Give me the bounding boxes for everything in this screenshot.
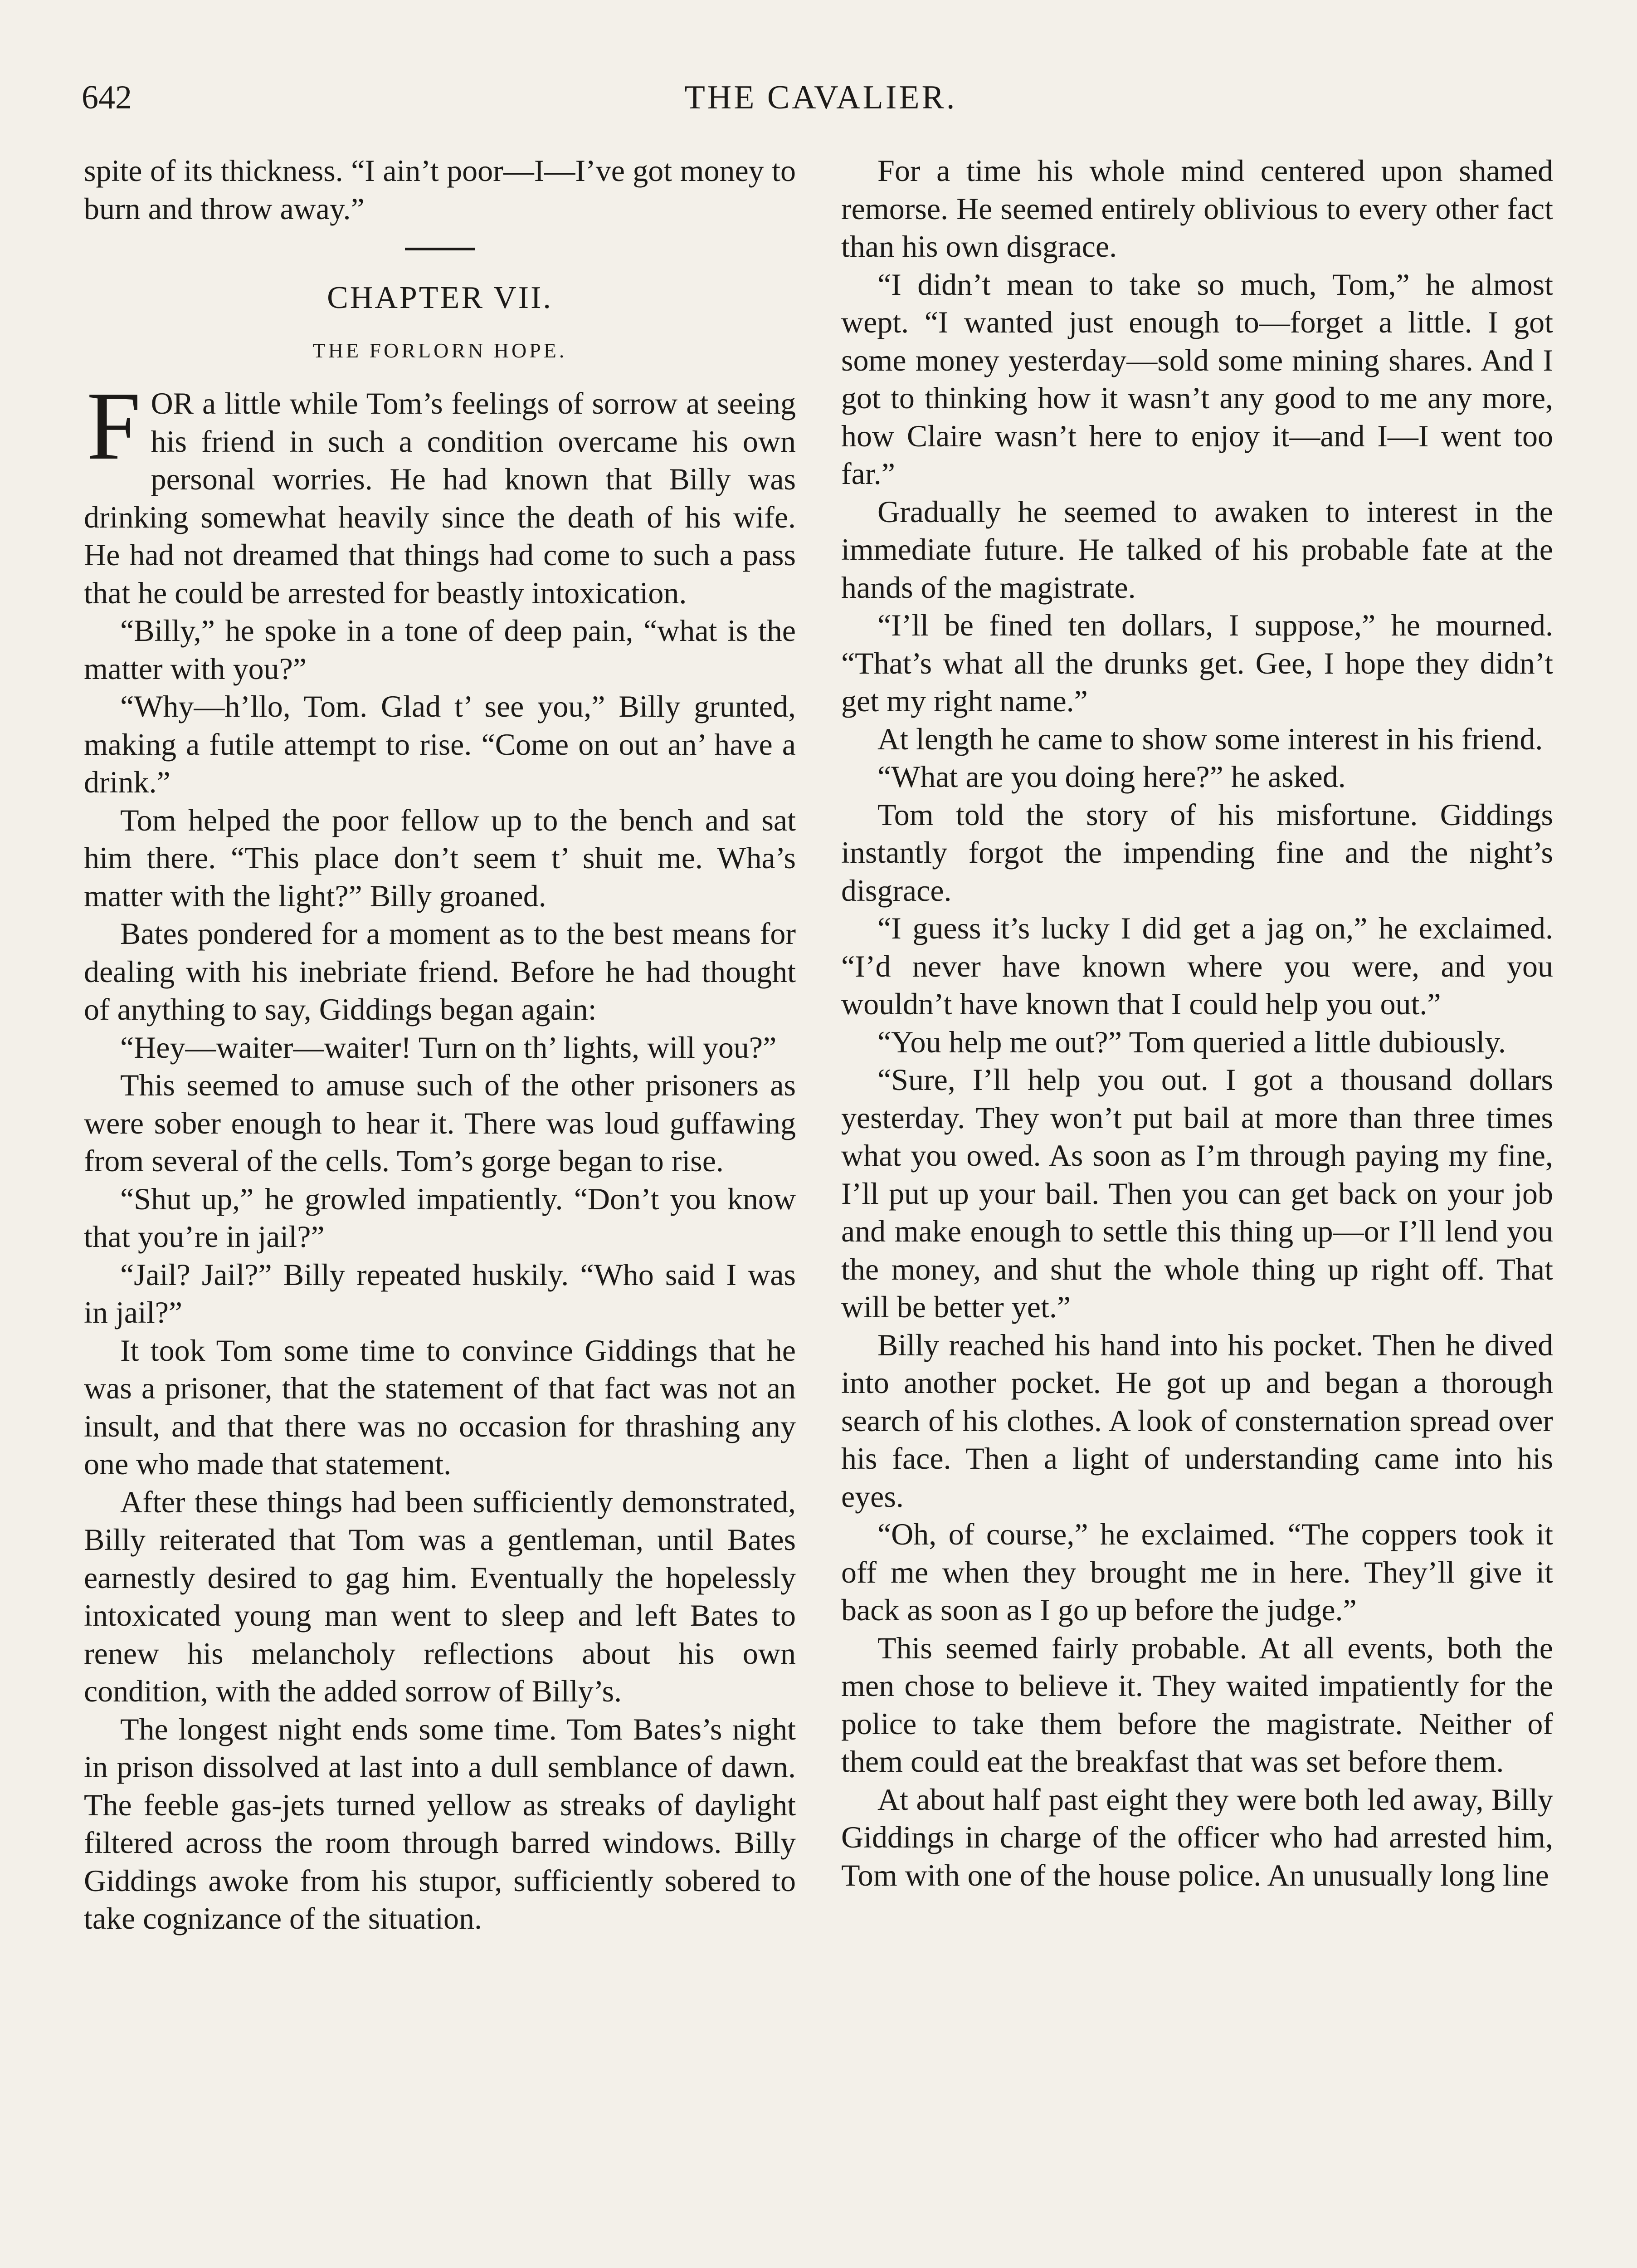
paragraph: “Hey—waiter—waiter! Turn on th’ lights, will you?”: [120, 1030, 777, 1065]
chapter-subtitle: THE FORLORN HOPE.: [312, 339, 567, 362]
paragraph: This seemed fairly probable. At all events, both the men chose to believe it. They waited impatiently for the police to take them before the magistrate. Neither of them could eat the breakfast that was set before them.: [841, 1630, 1553, 1779]
paragraph: “What are you doing here?” he asked.: [877, 759, 1346, 794]
paragraph: Tom helped the poor fellow up to the bench and sat him there. “This place don’t seem t’ shuit me. Wha’s matter with the light?” Billy groaned.: [84, 802, 796, 913]
page-number: 642: [82, 79, 132, 116]
right-column: [841, 152, 1553, 1894]
paragraph: “Billy,” he spoke in a tone of deep pain, “what is the matter with you?”: [84, 613, 796, 686]
paragraph: At about half past eight they were both led away, Billy Giddings in charge of the officer who had arrested him, Tom with one of the house police. An unusually long line: [841, 1782, 1553, 1892]
page-header: [82, 73, 1560, 127]
paragraph: It took Tom some time to convince Giddings that he was a prisoner, that the statement of that fact was not an insult, and that there was no occasion for thrashing any one who made that statement.: [84, 1333, 796, 1481]
paragraph: “Why—h’llo, Tom. Glad t’ see you,” Billy grunted, making a futile attempt to rise. “Come on out an’ have a drink.”: [84, 689, 796, 799]
paragraph: “I’ll be fined ten dollars, I suppose,” he mourned. “That’s what all the drunks get. Gee, I hope they didn’t get my right name.”: [841, 608, 1553, 718]
paragraph: “Sure, I’ll help you out. I got a thousand dollars yesterday. They won’t put bail at more than three times what you owed. As soon as I’m through paying my fine, I’ll put up your bail. Then you can get back on your job and make enough to settle this thing up—or I’ll lend you the money, and shut the whole thing up right off. That will be better yet.”: [841, 1062, 1553, 1324]
running-head: THE CAVALIER.: [684, 79, 957, 116]
paragraph: Bates pondered for a moment as to the best means for dealing with his inebriate friend. Before he had thought of anything to say, Giddings began again:: [84, 916, 796, 1026]
opening-paragraph-text: OR a little while Tom’s feelings of sorrow at seeing his friend in such a condition overcame his own personal worries. He had known that Billy was drinking somewhat heavily since the death of his wife. He had not dreamed that things had come to such a pass that he could be arrested for beastly intoxication.: [84, 386, 796, 610]
paragraph: spite of its thickness. “I ain’t poor—I—I’ve got money to burn and throw away.”: [84, 153, 796, 226]
paragraph: “Jail? Jail?” Billy repeated huskily. “Who said I was in jail?”: [84, 1257, 796, 1330]
paragraph: “Shut up,” he growled impatiently. “Don’t you know that you’re in jail?”: [84, 1181, 796, 1254]
paragraph: The longest night ends some time. Tom Bates’s night in prison dissolved at last into a dull semblance of dawn. The feeble gas-jets turned yellow as streaks of daylight filtered across the room through barred windows. Billy Giddings awoke from his stupor, sufficiently sobered to take cognizance of the situation.: [84, 1711, 796, 1936]
paragraph: “I guess it’s lucky I did get a jag on,” he exclaimed. “I’d never have known where you were, and you wouldn’t have known that I could help you out.”: [841, 911, 1553, 1021]
paragraph: Tom told the story of his misfortune. Giddings instantly forgot the impending fine and the night’s disgrace.: [841, 797, 1553, 908]
paragraph: “I didn’t mean to take so much, Tom,” he almost wept. “I wanted just enough to—forget a little. I got some money yesterday—sold some mining shares. And I got to thinking how it wasn’t any good to me any more, how Claire wasn’t here to enjoy it—and I—I went too far.”: [841, 267, 1553, 491]
chapter-title: CHAPTER VII.: [327, 280, 553, 315]
paragraph: “Oh, of course,” he exclaimed. “The coppers took it off me when they brought me in here. They’ll give it back as soon as I go up before the judge.”: [841, 1517, 1553, 1627]
paragraph: This seemed to amuse such of the other prisoners as were sober enough to hear it. There was loud guffawing from several of the cells. Tom’s gorge began to rise.: [84, 1068, 796, 1178]
opening-paragraph: [84, 371, 796, 612]
paragraph: For a time his whole mind centered upon shamed remorse. He seemed entirely oblivious to every other fact than his own disgrace.: [841, 153, 1553, 264]
section-divider: [405, 248, 475, 250]
paragraph: Billy reached his hand into his pocket. Then he dived into another pocket. He got up and began a thorough search of his clothes. A look of consternation spread over his face. Then a light of understanding came into his eyes.: [841, 1327, 1553, 1514]
paragraph: Gradually he seemed to awaken to interest in the immediate future. He talked of his probable fate at the hands of the magistrate.: [841, 494, 1553, 605]
paragraph: “You help me out?” Tom queried a little dubiously.: [877, 1024, 1506, 1059]
left-column: [84, 152, 796, 1938]
drop-cap: F: [87, 371, 141, 480]
paragraph: After these things had been sufficiently demonstrated, Billy reiterated that Tom was a gentleman, until Bates earnestly desired to gag him. Eventually the hopelessly intoxicated young man went to sleep and left Bates to renew his melancholy reflections about his own condition, with the added sorrow of Billy’s.: [84, 1484, 796, 1708]
paragraph: At length he came to show some interest in his friend.: [877, 721, 1543, 756]
